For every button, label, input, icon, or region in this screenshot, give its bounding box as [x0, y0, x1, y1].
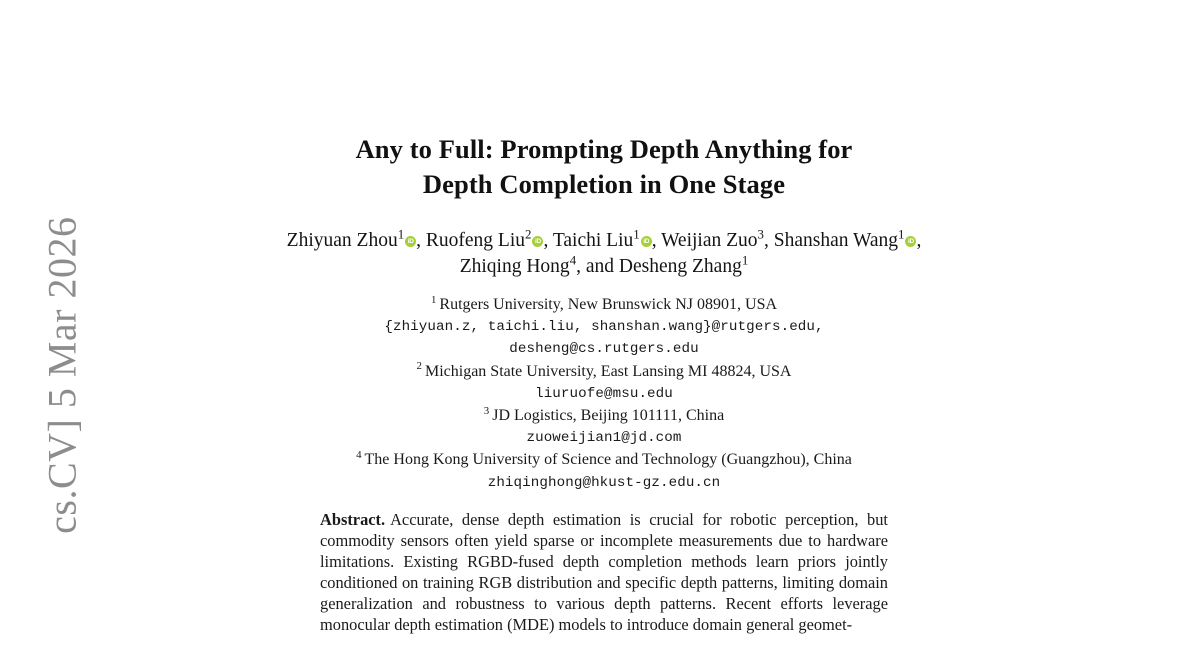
- author-separator: ,: [916, 230, 922, 251]
- author-affiliation-marker: 3: [757, 227, 764, 242]
- author-separator: , and: [576, 256, 619, 277]
- affiliation-email[interactable]: zuoweijian1@jd.com: [526, 430, 682, 447]
- author-entry: [773, 227, 917, 251]
- author-name: Desheng Zhang: [618, 256, 742, 277]
- affiliation-text: Rutgers University, New Brunswick NJ 08901, USA: [439, 296, 778, 313]
- affiliation-marker: 1: [430, 293, 437, 306]
- author-separator: ,: [543, 230, 553, 251]
- author-name: Weijian Zuo: [661, 230, 758, 251]
- abstract-section: [320, 509, 888, 636]
- author-separator: ,: [763, 230, 774, 251]
- affiliation-marker: 3: [483, 404, 490, 417]
- author-separator: ,: [651, 230, 662, 251]
- orcid-icon[interactable]: [532, 236, 543, 247]
- author-entry: [425, 227, 544, 251]
- abstract-label: Abstract.: [320, 510, 386, 529]
- arxiv-stamp-text: cs.CV] 5 Mar 2026: [39, 216, 85, 534]
- author-name: Zhiqing Hong: [459, 256, 570, 277]
- affiliation-email[interactable]: liuruofe@msu.edu: [535, 385, 673, 402]
- affiliation-marker: 2: [416, 360, 422, 373]
- affiliation-text: JD Logistics, Beijing 101111, China: [492, 407, 725, 425]
- author-affiliation-marker: 1: [898, 227, 905, 242]
- title-line-1: Any to Full: Prompting Depth Anything for: [355, 133, 853, 164]
- author-affiliation-marker: 1: [633, 227, 640, 242]
- author-name: Ruofeng Liu: [425, 230, 525, 251]
- affiliation-text: The Hong Kong University of Science and Technology (Guangzhou), China: [364, 451, 852, 469]
- author-affiliation-marker: 4: [569, 253, 577, 268]
- orcid-icon[interactable]: [905, 236, 916, 247]
- author-entry: [618, 253, 749, 277]
- author-entry: [286, 227, 416, 251]
- affiliation-email[interactable]: desheng@cs.rutgers.edu: [509, 341, 699, 358]
- author-list: [282, 228, 926, 280]
- affiliation-line: [282, 294, 926, 316]
- affiliation-marker: 4: [356, 449, 362, 462]
- author-affiliation-marker: 2: [525, 227, 532, 242]
- affiliation-text: Michigan State University, East Lansing MI 48824, USA: [424, 362, 792, 380]
- author-name: Zhiyuan Zhou: [286, 230, 398, 251]
- author-affiliation-marker: 1: [741, 253, 749, 268]
- orcid-icon[interactable]: [641, 236, 652, 247]
- author-name: Shanshan Wang: [773, 230, 898, 251]
- author-separator: ,: [416, 230, 426, 251]
- orcid-icon[interactable]: [405, 236, 416, 247]
- affiliation-line: [282, 449, 926, 471]
- affiliation-email[interactable]: {zhiyuan.z, taichi.liu, shanshan.wang}@rutgers.edu,: [384, 319, 824, 336]
- author-entry: [459, 253, 577, 277]
- abstract-body: Accurate, dense depth estimation is crucial for robotic perception, but commodity sensors often yield sparse or incomplete measurements due to hardware limitations. Existing RGBD-fused depth completion methods learn priors jointly conditioned on training RGB distribution and specific depth patterns, limiting domain generalization and robustness to various depth patterns. Recent efforts leverage monocular depth estimation (MDE) models to introduce domain general geomet-: [320, 510, 888, 635]
- author-entry: [661, 227, 764, 251]
- author-name: Taichi Liu: [552, 230, 634, 251]
- affiliation-line: [282, 405, 926, 427]
- author-affiliation-marker: 1: [397, 227, 405, 242]
- affiliation-list: [282, 294, 926, 494]
- affiliation-email[interactable]: zhiqinghong@hkust-gz.edu.cn: [487, 474, 721, 491]
- author-entry: [552, 227, 652, 251]
- page-title: [290, 132, 918, 202]
- affiliation-line: [282, 361, 926, 383]
- title-line-2: Depth Completion in One Stage: [422, 168, 786, 199]
